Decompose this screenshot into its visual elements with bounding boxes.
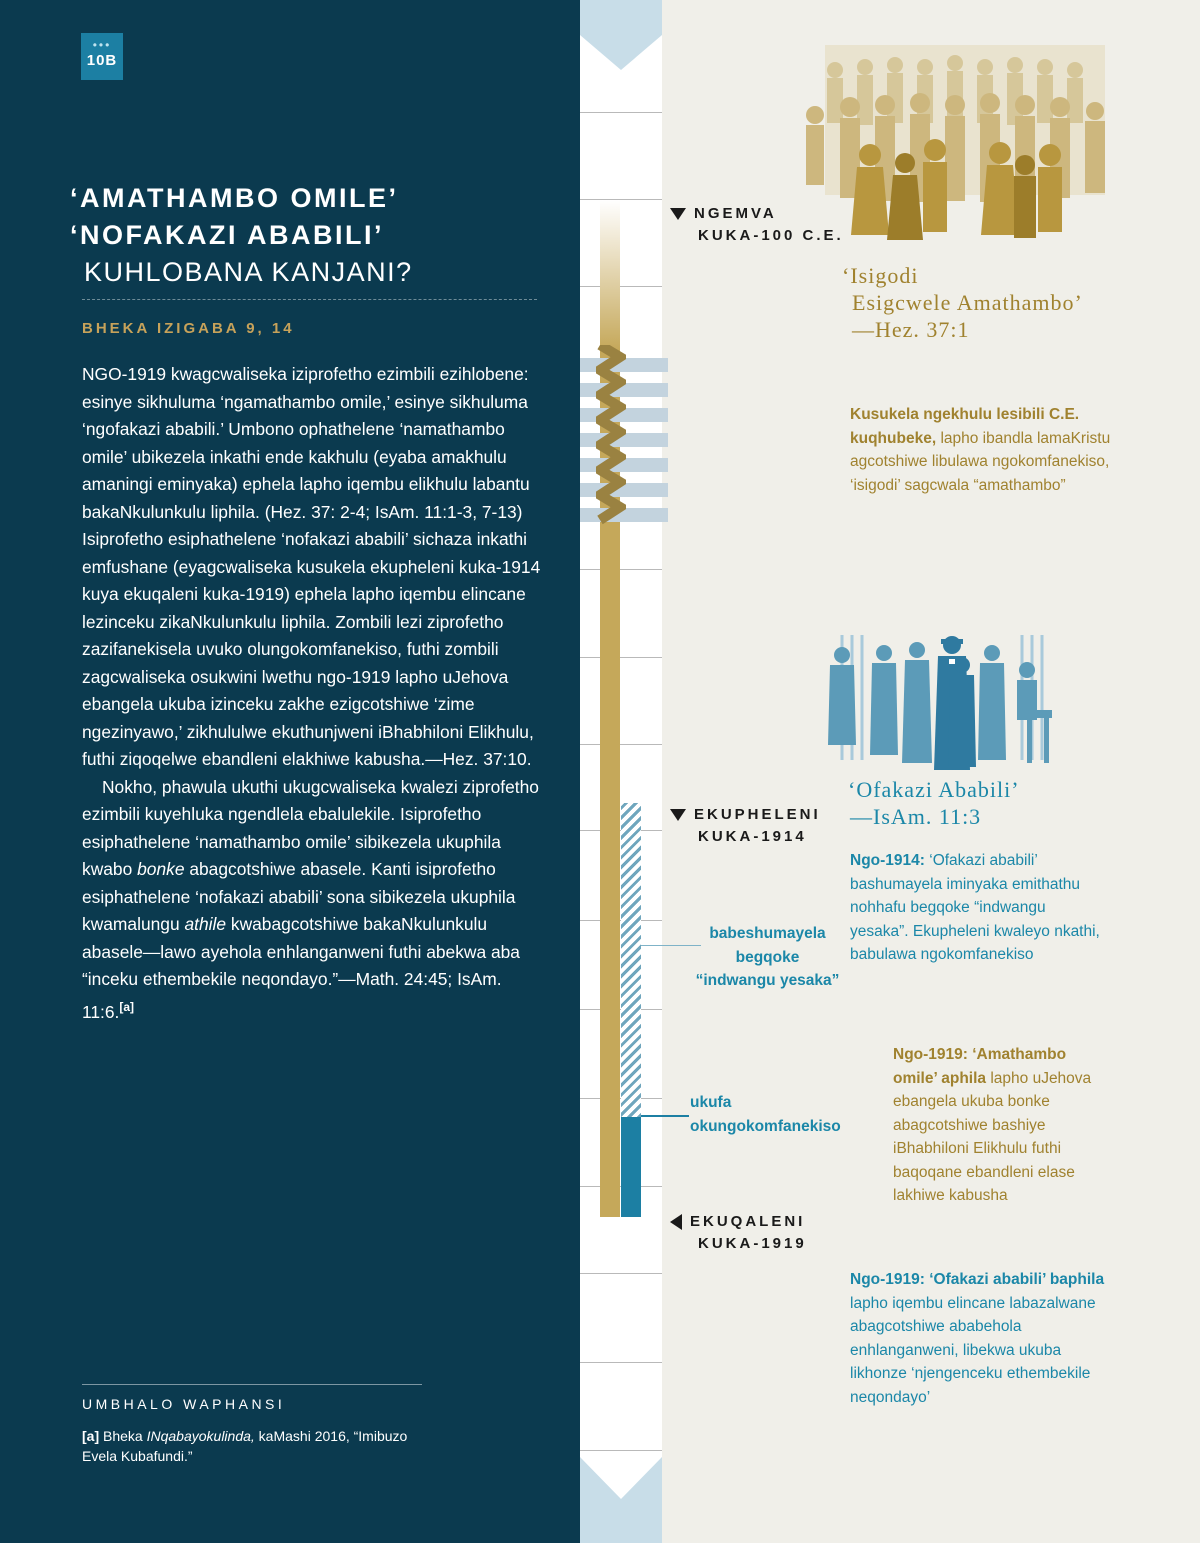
timeline-tick: [580, 1273, 662, 1274]
title-line-2: ‘NOFAKAZI ABABILI’: [70, 220, 384, 250]
timeline-tick: [580, 286, 662, 287]
symbolic-death-label: ukufa okungokomfanekiso: [690, 1094, 841, 1135]
bones-note: Kusukela ngekhulu lesibili C.E. kuqhubeke, lapho ibandla lamaKristu agcotshiwe libulawa ngokomfanekiso, ‘isigodi’ sagcwala “amathambo”: [850, 406, 1111, 494]
timeline-tick: [580, 199, 662, 200]
footnote-divider: [82, 1384, 422, 1385]
timeline-tick: [580, 744, 662, 745]
title-line-3: KUHLOBANA KANJANI?: [84, 257, 413, 287]
witnesses-illustration: [822, 635, 1062, 775]
dots-icon: •••: [92, 38, 112, 52]
left-panel: [0, 0, 580, 1543]
title-line-1: ‘AMATHAMBO OMILE’: [70, 183, 399, 213]
marker-after-100ce: NGEMVA KUKA-100 C.E.: [670, 203, 844, 247]
timeline-tick: [580, 569, 662, 570]
witness-preaching-bar: [621, 803, 641, 1117]
title-divider: [82, 299, 537, 300]
bones-1919-note: Ngo-1919: ‘Amathambo omile’ aphila lapho uJehova ebangela ukuba bonke abagcotshiwe bashiye iBhabhiloni Elikhulu futhi baqoqane ebandleni elase lakhiwe kabusha: [893, 1046, 1092, 1204]
see-paragraphs-reference: BHEKA IZIGABA 9, 14: [82, 320, 295, 337]
page-title: [70, 180, 413, 291]
timeline-tick: [580, 1362, 662, 1363]
timeline-column: [580, 0, 662, 1543]
body-paragraph-2: Nokho, phawula ukuthi ukugcwaliseka kwalezi ziprofetho ezimbili kuyehluka ngendlela ebalulekile. Isiprofetho esiphathelene ‘namathambo omile’ sibikezela ukuphila kwabo bonke abagcotshiwe abasele. Kanti isiprofetho esiphathelene ‘nofakazi ababili’ sona sibikezela ukuphila kwamalungu athile kwabagcotshiwe bakaNkulunkulu abasele—lawo ayehola enhlanganweni futhi abekwa aba “inceku ethembekile neqondayo.”—Math. 24:45; IsAm. 11:6.[a]: [82, 776, 539, 1022]
left-triangle-icon: [670, 1214, 682, 1230]
footnote-link[interactable]: [a]: [119, 999, 135, 1014]
down-triangle-icon: [670, 208, 686, 220]
witness-death-bar: [621, 1117, 641, 1217]
bones-timeline-bar-fade: [600, 200, 620, 350]
footnote-heading: UMBHALO WAPHANSI: [82, 1396, 286, 1412]
page-number-tab: [81, 33, 123, 80]
timeline-tick: [580, 1450, 662, 1451]
timeline-top-arrow: [580, 0, 662, 75]
crowd-illustration: [785, 45, 1115, 245]
article-body: [82, 361, 542, 1026]
death-connector: [641, 1115, 689, 1117]
page-number: 10B: [86, 52, 118, 69]
timeline-bottom-arrow: [580, 1457, 662, 1543]
bones-title: ‘Isigodi Esigcwele Amathambo’ —Hez. 37:1: [842, 263, 1083, 342]
witnesses-note: Ngo-1914: ‘Ofakazi ababili’ bashumayela iminyaka emithathu nohhafu begqoke “indwangu yesaka”. Ekupheleni kwaleyo nkathi, babulawa ngokomfanekiso: [850, 852, 1100, 963]
timeline-tick: [580, 657, 662, 658]
timeline-tick: [580, 112, 662, 113]
witnesses-title: ‘Ofakazi Ababili’ —IsAm. 11:3: [848, 777, 1020, 829]
witnesses-1919-note: Ngo-1919: ‘Ofakazi ababili’ baphila lapho iqembu elincane labazalwane abagcotshiwe ababehola enhlanganweni, libekwa ukuba likhonze ‘njengenceku ethembekile neqondayo’: [850, 1271, 1105, 1406]
sackcloth-connector: [641, 945, 701, 946]
marker-end-1914: EKUPHELENI KUKA-1914: [670, 804, 821, 848]
marker-start-1919: EKUQALENI KUKA-1919: [670, 1211, 807, 1255]
footnote-text: [a] Bheka INqabayokulinda, kaMashi 2016, “Imibuzo Evela Kubafundi.”: [82, 1428, 408, 1464]
sackcloth-label: babeshumayela begqoke “indwangu yesaka”: [695, 925, 840, 989]
zigzag-icon: [596, 345, 626, 530]
body-paragraph-1: NGO-1919 kwagcwaliseka iziprofetho ezimbili ezihlobene: esinye sikhuluma ‘ngamathambo omile,’ esinye sikhuluma ‘ngofakazi ababili.’ Umbono ophathelene ‘namathambo omile’ ubikezela inkathi ende kakhulu (eyaba amakhulu amaningi eminyaka) ephela lapho iqembu elikhulu labantu bakaNkulunkulu liphila. (Hez. 37: 2-4; IsAm. 11:1-3, 7-13) Isiprofetho esiphathelene ‘nofakazi ababili’ sichaza inkathi emfushane (eyagcwaliseka kusukela ekupheleni kuka-1914 kuya ekuqaleni kuka-1919) ephela lapho iqembu elincane lezinceku zikaNkulunkulu liphila. Zombili lezi ziprofetho zazifanekisela uvuko olungokomfanekiso, futhi zombili zagcwaliseka osukwini lwethu ngo-1919 lapho uJehova ebangela ukuba izinceku zakhe ezigcotshiwe ‘zime ngezinyawo,’ zikhululwe ekuthunjweni iBhabhiloni Elikhulu, futhi ziqoqelwe ebandleni elakhiwe kabusha.—Hez. 37:10.: [82, 364, 541, 769]
down-triangle-icon: [670, 809, 686, 821]
